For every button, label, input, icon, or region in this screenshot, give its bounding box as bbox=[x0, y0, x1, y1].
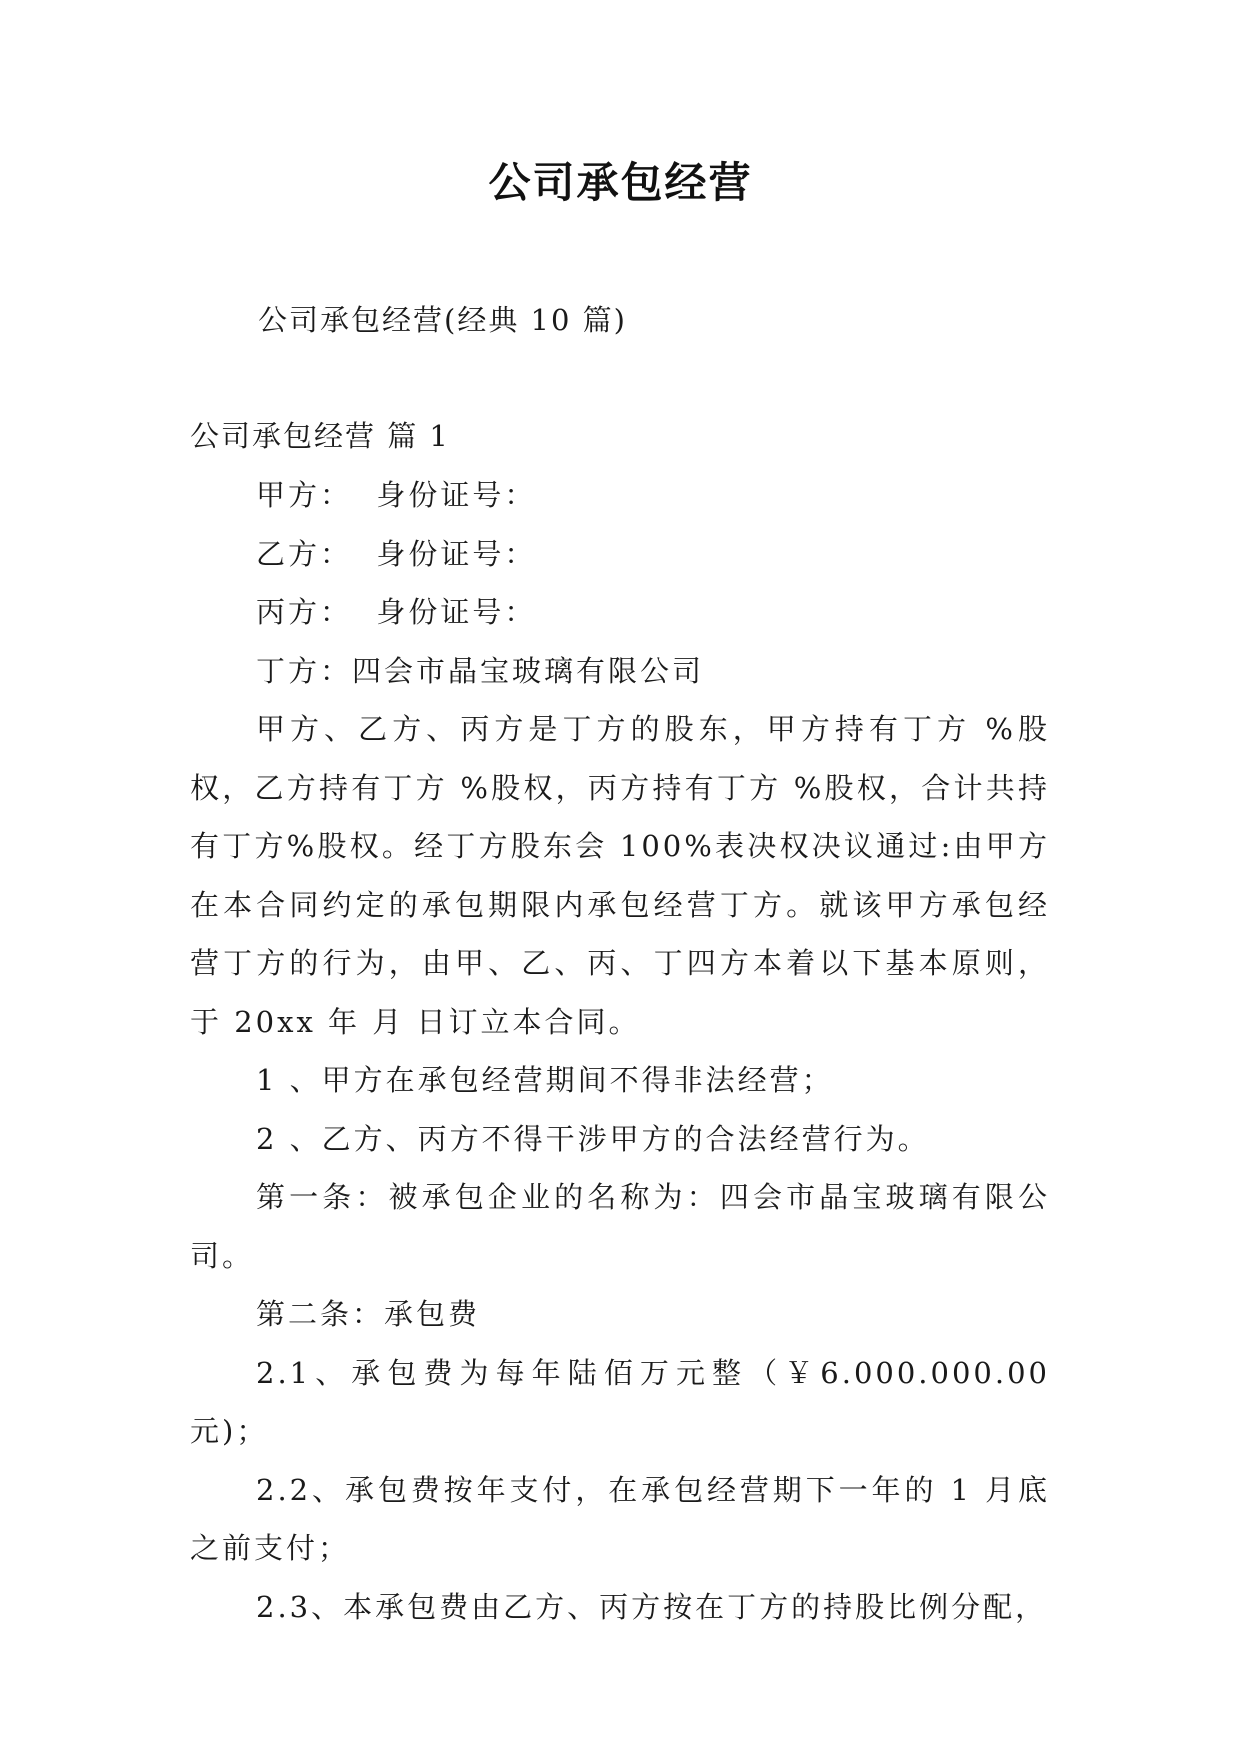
article-2-heading: 第二条：承包费 bbox=[256, 1297, 481, 1331]
party-b-line: 乙方： 身份证号： bbox=[256, 536, 537, 571]
clause-2-2: 2.2、承包费按年支付，在承包经营期下一年的 1 月底之前支付； bbox=[190, 1472, 1050, 1565]
principle-1: 1 、甲方在承包经营期间不得非法经营； bbox=[256, 1063, 834, 1097]
document-title: 公司承包经营 bbox=[488, 158, 753, 207]
article-1: 第一条：被承包企业的名称为：四会市晶宝玻璃有限公司。 bbox=[190, 1180, 1050, 1273]
clause-2-3: 2.3、本承包费由乙方、丙方按在丁方的持股比例分配， bbox=[256, 1589, 1048, 1624]
clause-2-1: 2.1、承包费为每年陆佰万元整（￥6.000.000.00 元)； bbox=[190, 1355, 1050, 1448]
party-c-line: 丙方： 身份证号： bbox=[256, 595, 537, 629]
party-d-line: 丁方：四会市晶宝玻璃有限公司 bbox=[256, 653, 705, 688]
section-heading: 公司承包经营 篇 1 bbox=[190, 419, 450, 453]
document-subtitle: 公司承包经营(经典 10 篇) bbox=[258, 303, 627, 337]
principle-2: 2 、乙方、丙方不得干涉甲方的合法经营行为。 bbox=[256, 1121, 930, 1156]
preamble-paragraph: 甲方、乙方、丙方是丁方的股东，甲方持有丁方 %股权，乙方持有丁方 %股权，丙方持有丁方 %股权，合计共持有丁方%股权。经丁方股东会 100%表决权决议通过:由甲方在本合同约定的承包期限内承包经营丁方。就该甲方承包经营丁方的行为，由甲、乙、丙、丁四方本着以下基本原则，于 20xx 年 月 日订立本合同。 bbox=[190, 712, 1050, 1039]
document-body bbox=[190, 466, 1050, 1636]
party-a-line: 甲方： 身份证号： bbox=[256, 478, 537, 512]
